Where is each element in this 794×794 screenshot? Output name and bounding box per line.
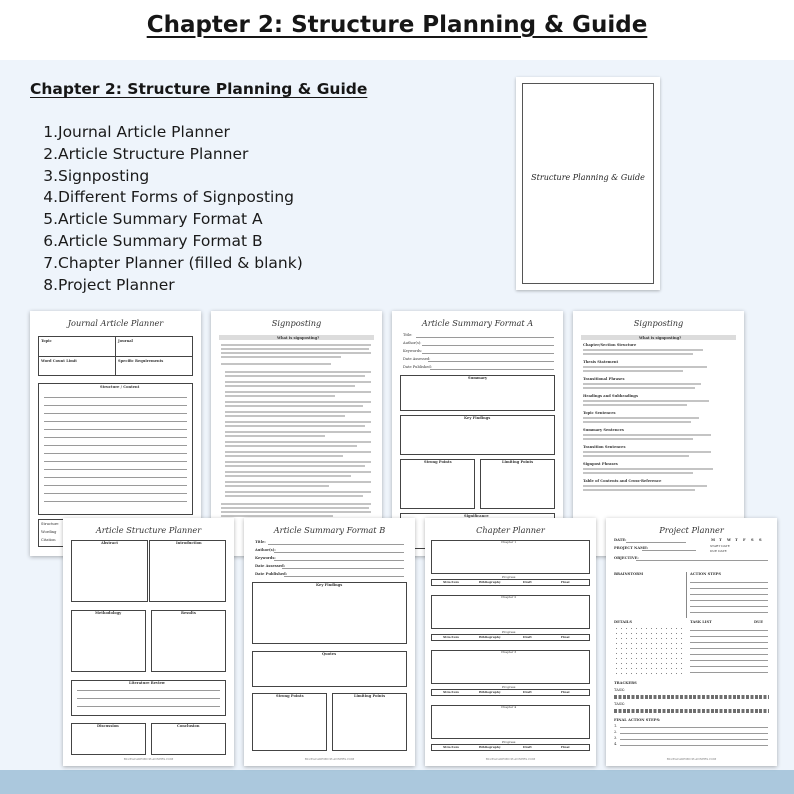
rule-line [690,594,768,595]
summary-b-page-title: Article Summary Format B [273,525,386,535]
rule-line [225,375,365,377]
rule-line [690,654,768,655]
date-published-field: Date Published: [255,572,287,576]
rule-line [620,739,768,740]
signposting-question: What is signposting? [277,335,320,340]
task-label: TASK: [614,702,626,706]
results-label: Results [181,611,196,615]
summary-box [400,375,555,411]
weekday-t: T [719,538,722,542]
date-assessed-field: Date Assessed: [403,357,431,361]
section-heading: Summary Sentences [583,428,624,432]
rule-line [77,690,220,691]
rule-line [44,485,187,486]
rule-line [44,469,187,470]
rule-line [44,437,187,438]
rule-line [221,363,331,365]
limiting-points-box [480,459,555,509]
rule-line [225,401,371,403]
task-list-label: TASK LIST [690,620,712,624]
rule-line [225,465,365,467]
section-heading: Signpost Phrases [583,462,618,466]
section-heading: Transitional Phrases [583,377,625,381]
topic-label: Topic [41,339,52,343]
action-steps-label: ACTION STEPS [690,572,721,576]
page-footer: BLUEACADEMICPLANNERS.COM [666,757,717,761]
signposting-forms-question: What is signposting? [639,335,682,340]
progress-label: Progress [502,740,516,744]
specific-requirements-label: Specific Requirements [118,359,164,363]
final-col: Final [561,690,570,694]
section-heading: Topic Sentences [583,411,616,415]
tracker-checkboxes [614,695,769,699]
journal-page-title: Journal Article Planner [67,318,164,328]
bibliography-col: Bibliography [479,635,501,639]
progress-label: Progress [502,575,516,579]
section-heading: Chapter/Section Structure [583,343,637,347]
rule-line [416,337,554,338]
rule-line [583,370,683,372]
rule-line [690,642,768,643]
cover-title: Structure Planning & Guide [531,173,645,182]
rule-line [44,493,187,494]
rule-line [221,352,371,354]
citation-row-label: Citation [41,538,56,542]
rule-line [225,455,343,457]
section-heading: Thesis Statement [583,360,619,364]
rule-line [77,698,220,699]
draft-col: Draft [523,690,532,694]
rule-line [44,477,187,478]
rule-line [77,706,220,707]
progress-label: Progress [502,630,516,634]
project-page-title: Project Planner [659,525,724,535]
chapter-box [431,705,590,739]
step-number: 3. [614,736,618,740]
rule-line [690,612,768,613]
section-heading: Headings and Subheadings [583,394,638,398]
divider [115,336,116,376]
authors-field: Author(s): [403,341,422,345]
details-dot-grid [614,626,684,676]
rule-line [620,727,768,728]
results-box [151,610,226,672]
rule-line [690,666,768,667]
date-published-field: Date Published: [403,365,432,369]
rule-line [690,582,768,583]
rule-line [268,544,404,545]
rule-line [225,405,363,407]
rule-line [225,461,371,463]
rule-line [225,485,329,487]
word-count-label: Word Count Limit [41,359,77,363]
rule-line [44,413,187,414]
rule-line [282,568,404,569]
date-label: DATE: [614,538,627,542]
rule-line [583,421,691,423]
rule-line [583,366,707,368]
structure-col: Structure [443,745,460,749]
cover-page-preview [516,77,660,290]
strong-points-label: Strong Points [276,694,304,698]
rule-line [44,453,187,454]
rule-line [44,429,187,430]
rule-line [44,445,187,446]
rule-line [583,387,695,389]
rule-line [225,421,371,423]
rule-line [221,515,333,517]
rule-line [690,630,768,631]
chapter-planner-page [425,518,596,766]
wording-row-label: Wording [41,530,57,534]
literature-review-label: Literature Review [129,681,165,685]
rule-line [583,434,711,436]
structure-content-box [38,383,193,515]
limiting-points-box [332,693,407,751]
final-col: Final [561,635,570,639]
step-number: 4. [614,742,618,746]
final-action-steps-label: FINAL ACTION STEPS: [614,718,661,722]
quotes-box [252,651,407,687]
rule-line [221,511,371,513]
final-col: Final [561,745,570,749]
rule-line [583,349,703,351]
title-field: Title: [403,333,413,337]
rule-line [620,733,768,734]
project-planner-page [606,518,777,766]
step-number: 2. [614,730,618,734]
rule-line [225,381,371,383]
rule-line [690,600,768,601]
rule-line [690,636,768,637]
rule-line [44,461,187,462]
tracker-checkboxes [614,709,769,713]
chapter-label: Chapter 1 [501,540,517,544]
rule-line [221,348,369,350]
draft-col: Draft [523,635,532,639]
rule-line [690,660,768,661]
rule-line [428,361,554,362]
chapter-label: Chapter 3 [501,650,517,654]
progress-label: Progress [502,685,516,689]
significance-label: Significance [464,514,489,518]
rule-line [636,560,768,561]
toc-item: 2. Article Structure Planner [43,144,249,163]
toc-item: 3. Signposting [43,166,150,185]
rule-line [626,542,686,543]
strong-points-box [252,693,327,751]
footer-band [0,770,794,794]
rule-line [225,411,371,413]
rule-line [221,507,369,509]
rule-line [44,501,187,502]
key-findings-label: Key Findings [316,583,343,587]
structure-col: Structure [443,580,460,584]
signposting-forms-title: Signposting [633,318,684,328]
structure-col: Structure [443,635,460,639]
rule-line [583,438,693,440]
chapter-label: Chapter 4 [501,705,517,709]
keywords-field: Keywords: [403,349,423,353]
chapter-label: Chapter 2 [501,595,517,599]
table-of-contents [40,122,303,296]
abstract-label: Abstract [101,541,119,545]
rule-line [225,391,371,393]
rule-line [583,455,689,457]
page-title: Chapter 2: Structure Planning & Guide [146,12,648,38]
rule-line [225,425,365,427]
project-name-label: PROJECT NAME: [614,546,649,550]
weekday-m: M [711,538,715,542]
section-heading: Transition Sentences [583,445,626,449]
rule-line [225,435,325,437]
toc-item: 6. Article Summary Format B [43,231,263,250]
rule-line [690,672,768,673]
bibliography-col: Bibliography [479,580,501,584]
rule-line [225,395,335,397]
introduction-box [149,540,226,602]
signposting-page-title: Signposting [271,318,322,328]
rule-line [422,353,554,354]
weekday-w: W [727,538,732,542]
methodology-label: Methodology [95,611,122,615]
abstract-box [71,540,148,602]
authors-field: Author(s): [255,548,276,552]
summary-label: Summary [468,376,488,380]
toc-item: 1. Journal Article Planner [43,123,230,141]
rule-line [583,417,699,419]
structure-content-label: Structure / Content [100,385,140,389]
task-label: TASK: [614,688,626,692]
methodology-box [71,610,146,672]
rule-line [225,495,363,497]
chapter-box [431,595,590,629]
rule-line [430,369,554,370]
rule-line [274,552,404,553]
divider [686,572,687,618]
journal-label: Journal [118,339,133,343]
key-findings-box [252,582,407,644]
rule-line [422,345,554,346]
chapter-box [431,650,590,684]
rule-line [225,471,371,473]
article-structure-planner-page [63,518,234,766]
toc-item: 7. Chapter Planner (filled & blank) [43,253,303,272]
rule-line [583,468,713,470]
rule-line [225,385,355,387]
conclusion-label: Conclusion [177,724,200,728]
rule-line [583,489,695,491]
bibliography-col: Bibliography [479,690,501,694]
rule-line [583,485,707,487]
brainstorm-label: BRAINSTORM [614,572,644,576]
draft-col: Draft [523,580,532,584]
page-footer: BLUEACADEMICPLANNERS.COM [485,757,536,761]
rule-line [225,491,371,493]
toc-item: 8. Project Planner [43,275,175,294]
rule-line [583,383,701,385]
rule-line [225,445,357,447]
page-footer: BLUEACADEMICPLANNERS.COM [304,757,355,761]
date-assessed-field: Date Assessed: [255,564,285,568]
rule-line [44,405,187,406]
rule-line [583,400,709,402]
title-field: Title: [255,540,266,544]
rule-line [44,421,187,422]
structure-page-title: Article Structure Planner [95,525,202,535]
rule-line [583,404,687,406]
rule-line [583,472,693,474]
structure-col: Structure [443,690,460,694]
rule-line [225,451,371,453]
weekday-f: F [743,538,746,542]
cover-border [522,83,654,284]
strong-points-box [400,459,475,509]
final-col: Final [561,580,570,584]
rule-line [690,648,768,649]
weekday-s: S [751,538,754,542]
discussion-label: Discussion [97,724,119,728]
due-label: DUE [754,620,763,624]
rule-line [642,550,696,551]
rule-line [221,344,371,346]
draft-col: Draft [523,745,532,749]
weekday-s: S [759,538,762,542]
section-subtitle: Chapter 2: Structure Planning & Guide [30,80,368,98]
objective-label: OBJECTIVE: [614,556,639,560]
rule-line [225,441,371,443]
keywords-field: Keywords: [255,556,276,560]
quotes-label: Quotes [322,652,337,656]
start-date-label: START DATE [710,544,730,548]
rule-line [221,356,341,358]
limiting-points-label: Limiting Points [354,694,386,698]
rule-line [225,371,371,373]
article-summary-b-page [244,518,415,766]
rule-line [583,353,693,355]
chapter-box [431,540,590,574]
key-findings-box [400,415,555,455]
section-heading: Table of Contents and Cross-Reference [583,479,662,483]
step-number: 1. [614,724,618,728]
weekday-t: T [735,538,738,542]
rule-line [690,588,768,589]
rule-line [284,576,404,577]
rule-line [225,415,345,417]
rule-line [221,503,371,505]
rule-line [274,560,404,561]
structure-row-label: Structure [41,522,59,526]
details-label: DETAILS [614,620,632,624]
page-footer: BLUEACADEMICPLANNERS.COM [123,757,174,761]
toc-item: 5. Article Summary Format A [43,210,263,229]
due-date-label: DUE DATE [710,549,727,553]
rule-line [225,475,351,477]
key-findings-label: Key Findings [464,416,491,420]
trackers-label: TRACKERS [614,681,637,685]
strong-points-label: Strong Points [424,460,452,464]
toc-item: 4. Different Forms of Signposting [43,188,295,207]
bibliography-col: Bibliography [479,745,501,749]
rule-line [620,745,768,746]
rule-line [690,606,768,607]
rule-line [225,481,371,483]
chapter-page-title: Chapter Planner [476,525,545,535]
introduction-label: Introduction [176,541,202,545]
summary-a-page-title: Article Summary Format A [421,318,534,328]
rule-line [225,431,371,433]
limiting-points-label: Limiting Points [502,460,534,464]
rule-line [583,451,711,453]
rule-line [44,397,187,398]
